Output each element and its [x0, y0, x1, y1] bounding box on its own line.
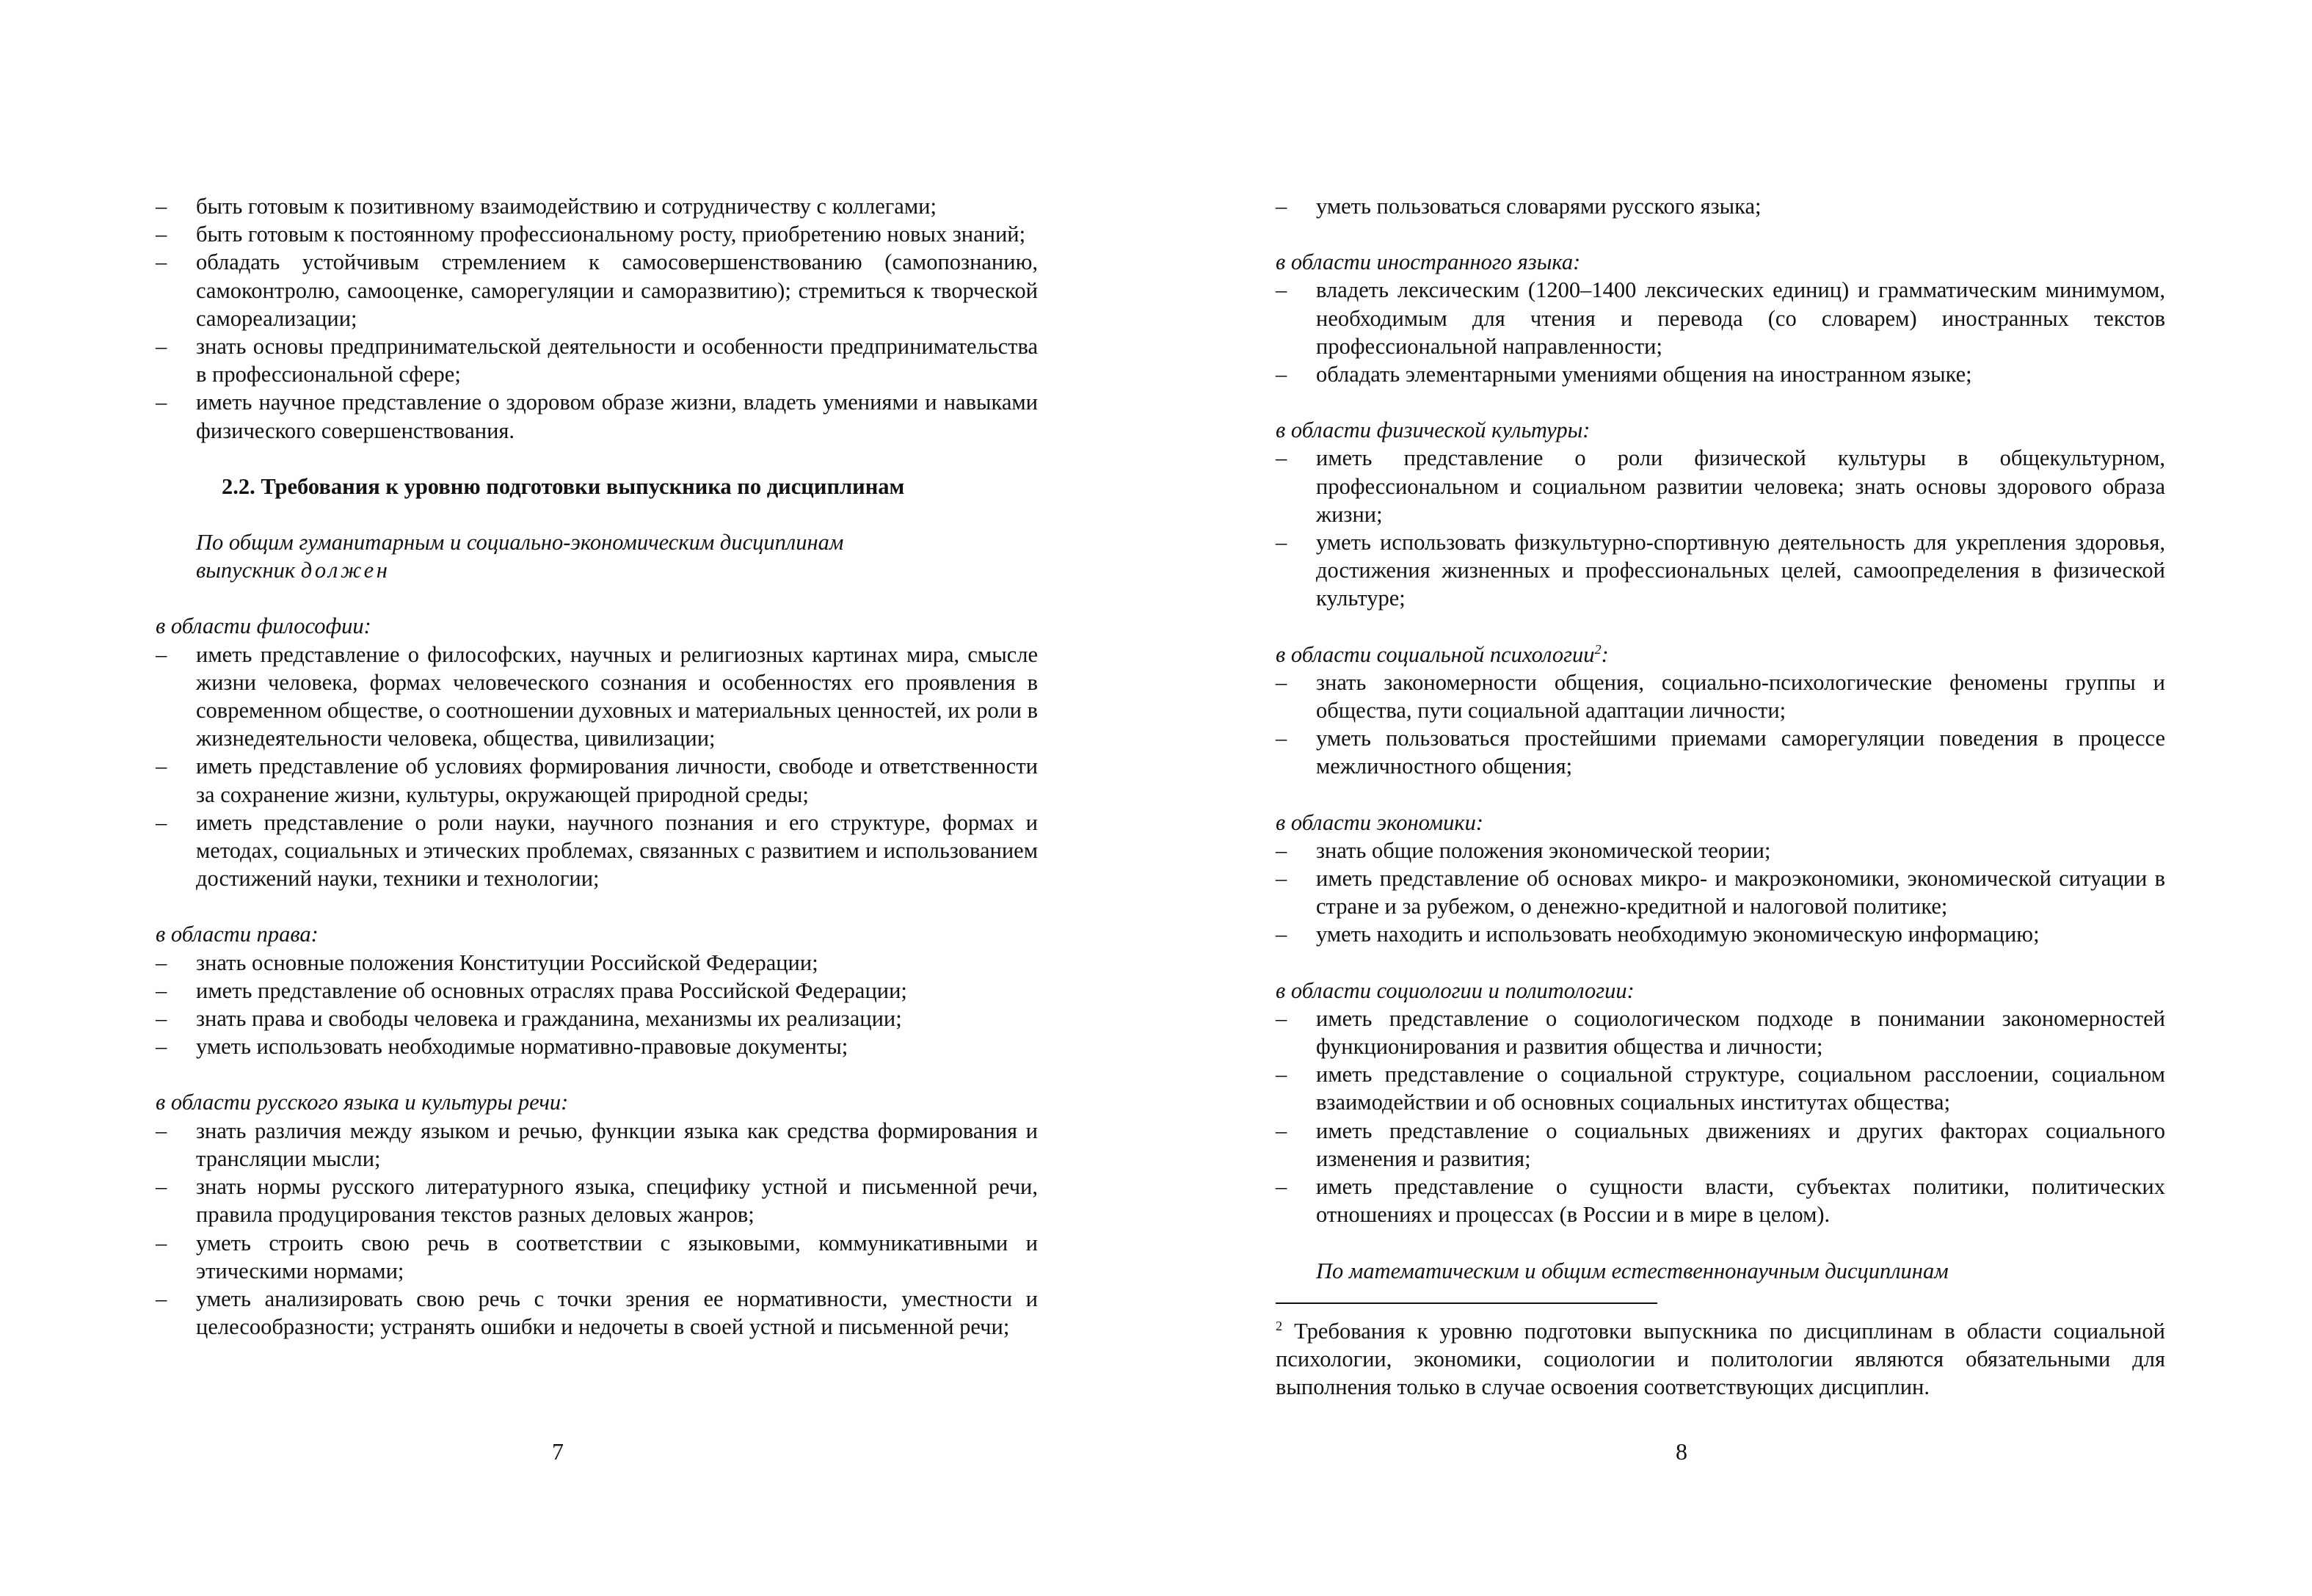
foreign-section: [1276, 248, 2165, 388]
economics-list: [1276, 837, 2165, 949]
top-list: [1276, 192, 2165, 220]
subject-intro-prefix: выпускник: [196, 558, 301, 583]
list-item: – знать права и свободы человека и гражданина, механизмы их реализации;: [156, 1005, 1038, 1032]
list-item: – уметь находить и использовать необходимую экономическую информацию;: [1276, 920, 2165, 948]
philosophy-list: [156, 641, 1038, 893]
social-psych-list: [1276, 668, 2165, 781]
page-number-right: 8: [1676, 1438, 1687, 1465]
area-title: в области физической культуры:: [1276, 418, 1591, 443]
list-item: – иметь представление об условиях формирования личности, свободе и ответственности за сохранение жизни, культуры, окружающей природной среды;: [156, 752, 1038, 808]
list-item: – иметь научное представление о здоровом образе жизни, владеть умениями и навыками физического совершенствования.: [156, 388, 1038, 444]
list-item: – иметь представление о социальных движениях и других факторах социального изменения и развития;: [1276, 1117, 2165, 1173]
physical-section: [1276, 416, 2165, 612]
list-item: – быть готовым к постоянному профессиональному росту, приобретению новых знаний;: [156, 220, 1038, 248]
section-heading: 2.2. Требования к уровню подготовки выпускника по дисциплинам: [222, 473, 905, 499]
list-item: – знать различия между языком и речью, функции языка как средства формирования и трансляции мысли;: [156, 1117, 1038, 1173]
subject-intro-spaced: должен: [300, 558, 390, 583]
page-number-left: 7: [552, 1438, 564, 1465]
sociology-section: [1276, 977, 2165, 1229]
physical-list: [1276, 444, 2165, 612]
law-list: [156, 949, 1038, 1061]
list-item: – обладать устойчивым стремлением к самосовершенствованию (самопознанию, самоконтролю, самооценке, саморегуляции и саморазвитию); стремиться к творческой самореализации;: [156, 248, 1038, 332]
list-item: – иметь представление о сущности власти, субъектах политики, политических отношениях и процессах (в России и в мире в целом).: [1276, 1173, 2165, 1228]
footnote: [1276, 1317, 2165, 1402]
right-page: [1276, 192, 2165, 1285]
left-page: [156, 192, 1038, 1341]
philosophy-section: [156, 612, 1038, 892]
list-item: – иметь представление о философских, научных и религиозных картинах мира, смысле жизни человека, формах человеческого сознания и особенностях его проявления в современном обществе, о соотношении духовных и материальных ценностей, их роли в жизнедеятельности человека, общества, цивилизации;: [156, 641, 1038, 753]
list-item: – обладать элементарными умениями общения на иностранном языке;: [1276, 360, 2165, 388]
list-item: – иметь представление об основных отраслях права Российской Федерации;: [156, 977, 1038, 1005]
area-title-colon: :: [1601, 641, 1609, 667]
list-item: – уметь анализировать свою речь с точки зрения ее нормативности, уместности и целесообразности; устранять ошибки и недочеты в своей устной и письменной речи;: [156, 1285, 1038, 1341]
russian-section: [156, 1088, 1038, 1341]
list-item: – знать общие положения экономической теории;: [1276, 837, 2165, 864]
list-item: – уметь пользоваться простейшими приемами саморегуляции поведения в процессе межличностного общения;: [1276, 724, 2165, 780]
foreign-list: [1276, 276, 2165, 388]
area-title: в области иностранного языка:: [1276, 249, 1581, 275]
intro-list: [156, 192, 1038, 445]
list-item: – владеть лексическим (1200–1400 лексических единиц) и грамматическим минимумом, необходимым для чтения и перевода (со словарем) иностранных текстов профессиональной направленности;: [1276, 276, 2165, 360]
area-title-text: в области социальной психологии: [1276, 641, 1595, 667]
list-item: – знать основы предпринимательской деятельности и особенности предпринимательства в профессиональной сфере;: [156, 332, 1038, 388]
subject-intro-line1: По общим гуманитарным и социально-экономическим дисциплинам: [196, 530, 844, 555]
list-item: – знать нормы русского литературного языка, специфику устной и письменной речи, правила продуцирования текстов разных деловых жанров;: [156, 1173, 1038, 1228]
list-item: – уметь использовать необходимые нормативно-правовые документы;: [156, 1032, 1038, 1060]
subject-intro: [156, 528, 1038, 584]
list-item: – знать закономерности общения, социально-психологические феномены группы и общества, пути социальной адаптации личности;: [1276, 668, 2165, 724]
russian-list: [156, 1117, 1038, 1341]
area-title: в области права:: [156, 922, 319, 947]
law-section: [156, 920, 1038, 1060]
list-item: – иметь представление о социальной структуре, социальном расслоении, социальном взаимодействии и об основных социальных институтах общества;: [1276, 1060, 2165, 1116]
list-item: – иметь представление об основах микро- и макроэкономики, экономической ситуации в стране и за рубежом, о денежно-кредитной и налоговой политике;: [1276, 864, 2165, 920]
list-item: – иметь представление о социологическом подходе в понимании закономерностей функционирования и развития общества и личности;: [1276, 1005, 2165, 1060]
sociology-list: [1276, 1005, 2165, 1229]
social-psych-section: [1276, 641, 2165, 781]
area-title: в области русского языка и культуры речи:: [156, 1090, 569, 1115]
footnote-mark: 2: [1276, 1318, 1283, 1333]
math-intro: По математическим и общим естественнонаучным дисциплинам: [1316, 1258, 1949, 1283]
footnote-text: Требования к уровню подготовки выпускника по дисциплинам в области социальной психологии, экономики, социологии и политологии являются обязательными для выполнения только в случае освоения соответствующих дисциплин.: [1276, 1319, 2165, 1400]
list-item: – иметь представление о роли физической культуры в общекультурном, профессиональном и социальном развитии человека; знать основы здорового образа жизни;: [1276, 444, 2165, 528]
area-title: [1276, 641, 2165, 668]
list-item: – уметь использовать физкультурно-спортивную деятельность для укрепления здоровья, достижения жизненных и профессиональных целей, самоопределения в физической культуре;: [1276, 528, 2165, 613]
area-title: в области социологии и политологии:: [1276, 977, 1635, 1003]
footnote-divider: [1276, 1302, 1657, 1304]
economics-section: [1276, 809, 2165, 949]
list-item: – уметь пользоваться словарями русского языка;: [1276, 192, 2165, 220]
area-title: в области философии:: [156, 613, 371, 639]
list-item: – быть готовым к позитивному взаимодействию и сотрудничеству с коллегами;: [156, 192, 1038, 220]
list-item: – знать основные положения Конституции Российской Федерации;: [156, 949, 1038, 977]
list-item: – иметь представление о роли науки, научного познания и его структуре, формах и методах, социальных и этических проблемах, связанных с развитием и использованием достижений науки, техники и технологии;: [156, 809, 1038, 893]
list-item: – уметь строить свою речь в соответствии с языковыми, коммуникативными и этическими нормами;: [156, 1229, 1038, 1285]
area-title: в области экономики:: [1276, 809, 1484, 835]
subject-intro-line2: [196, 556, 1038, 584]
footnote-ref[interactable]: 2: [1594, 641, 1602, 657]
